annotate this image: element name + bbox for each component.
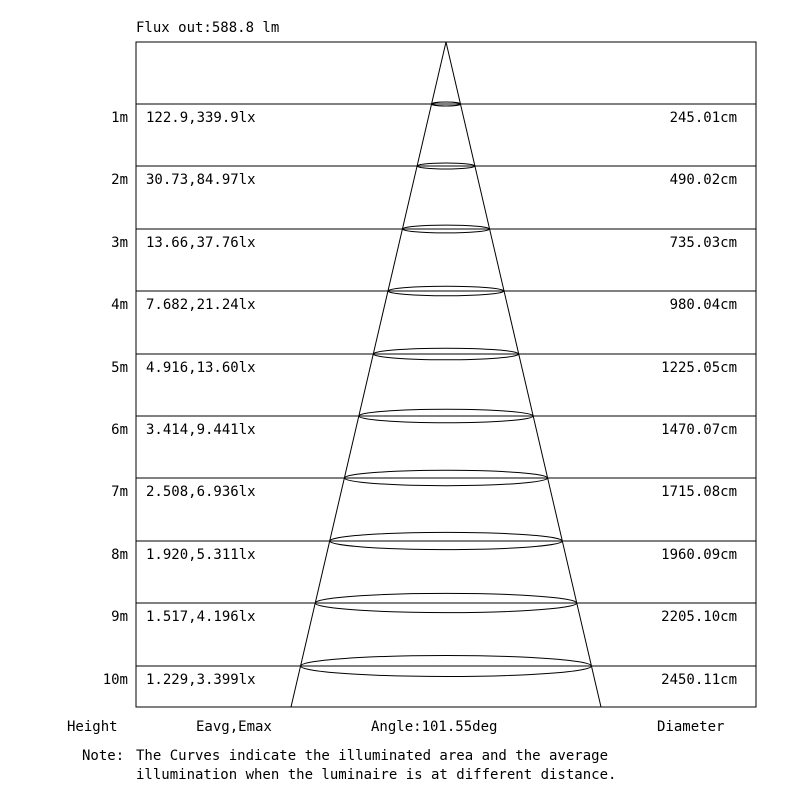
row-height-label: 9m bbox=[111, 609, 128, 625]
row-illuminance-value: 30.73,84.97lx bbox=[146, 172, 256, 188]
row-height-label: 6m bbox=[111, 422, 128, 438]
row-diameter-value: 1715.08cm bbox=[661, 484, 737, 500]
beam-cone-right-edge bbox=[446, 42, 601, 707]
flux-label: Flux out:588.8 lm bbox=[136, 20, 280, 36]
row-height-label: 10m bbox=[102, 672, 128, 688]
note-line-1: The Curves indicate the illuminated area and the average bbox=[136, 748, 609, 764]
rows-layer bbox=[103, 102, 756, 688]
row-illuminance-value: 122.9,339.9lx bbox=[146, 110, 256, 126]
row-height-label: 2m bbox=[111, 172, 128, 188]
row-diameter-value: 490.02cm bbox=[669, 172, 737, 188]
row-diameter-value: 1960.09cm bbox=[661, 547, 737, 563]
row-illuminance-value: 1.517,4.196lx bbox=[146, 609, 256, 625]
row-diameter-value: 980.04cm bbox=[669, 297, 737, 313]
row-diameter-value: 1470.07cm bbox=[661, 422, 737, 438]
row-illuminance-value: 1.920,5.311lx bbox=[146, 547, 256, 563]
beam-cone-left-edge bbox=[291, 42, 446, 707]
row-diameter-value: 2205.10cm bbox=[661, 609, 737, 625]
row-illuminance-value: 2.508,6.936lx bbox=[146, 484, 256, 500]
eavg-emax-column-label: Eavg,Emax bbox=[196, 719, 272, 735]
beam-angle-label: Angle:101.55deg bbox=[371, 719, 498, 735]
row-illuminance-value: 13.66,37.76lx bbox=[146, 235, 256, 251]
row-illuminance-value: 7.682,21.24lx bbox=[146, 297, 256, 313]
row-illuminance-value: 3.414,9.441lx bbox=[146, 422, 256, 438]
row-diameter-value: 2450.11cm bbox=[661, 672, 737, 688]
row-diameter-value: 735.03cm bbox=[669, 235, 737, 251]
row-height-label: 5m bbox=[111, 360, 128, 376]
row-height-label: 4m bbox=[111, 297, 128, 313]
note-prefix: Note: bbox=[82, 748, 125, 764]
row-height-label: 7m bbox=[111, 484, 128, 500]
height-column-label: Height bbox=[67, 719, 118, 735]
row-illuminance-value: 4.916,13.60lx bbox=[146, 360, 256, 376]
row-height-label: 3m bbox=[111, 235, 128, 251]
row-illuminance-value: 1.229,3.399lx bbox=[146, 672, 256, 688]
diameter-column-label: Diameter bbox=[657, 719, 725, 735]
note-line-2: illumination when the luminaire is at different distance. bbox=[136, 767, 617, 783]
row-height-label: 1m bbox=[111, 110, 128, 126]
row-diameter-value: 1225.05cm bbox=[661, 360, 737, 376]
row-diameter-value: 245.01cm bbox=[669, 110, 737, 126]
row-height-label: 8m bbox=[111, 547, 128, 563]
